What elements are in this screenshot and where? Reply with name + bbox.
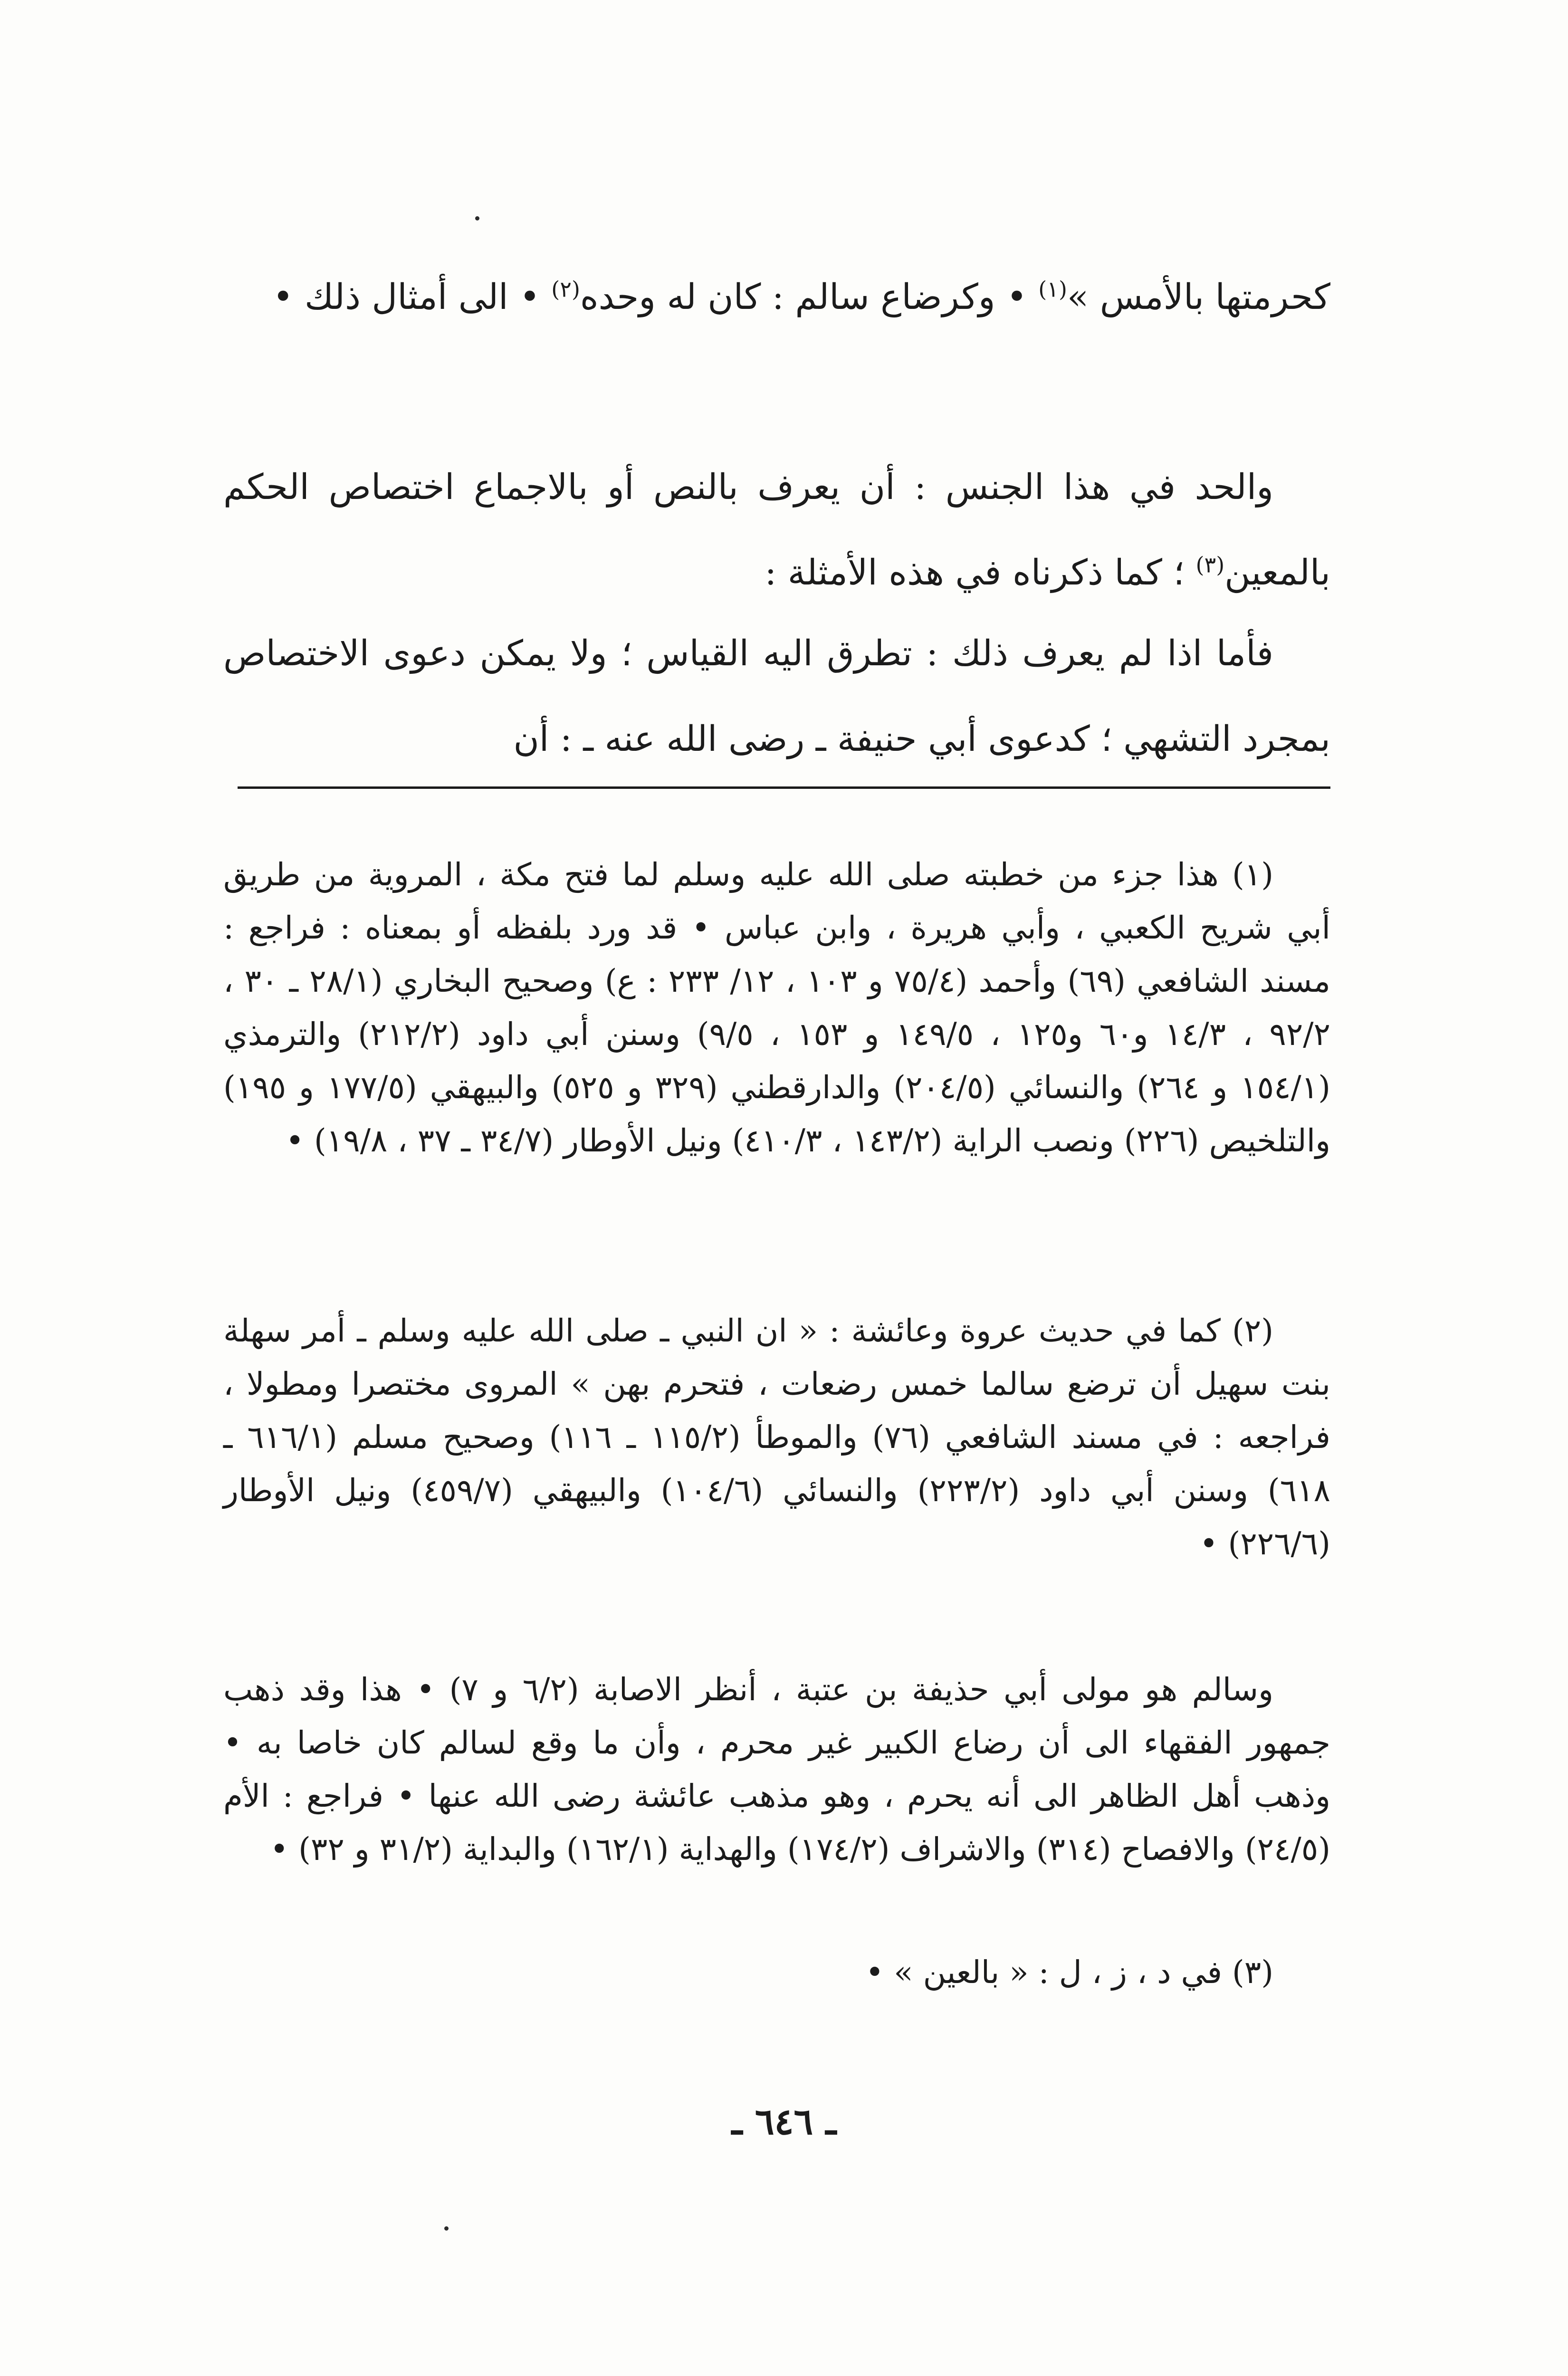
footnote-ref-2: (٢) bbox=[551, 276, 580, 302]
paragraph-text bbox=[223, 444, 1330, 615]
paragraph-1-part-b: • وكرضاع سالم : كان له وحده bbox=[580, 277, 1039, 317]
paragraph-1-part-c: • الى أمثال ذلك • bbox=[272, 277, 552, 317]
footnote-divider bbox=[238, 786, 1330, 789]
paragraph-2-part-b: ؛ كما ذكرناه في هذه الأمثلة : bbox=[765, 552, 1196, 593]
footnote-3 bbox=[223, 1946, 1330, 1999]
footnote-ref-3: (٣) bbox=[1195, 552, 1225, 578]
paragraph-2-part-a: والحد في هذا الجنس : أن يعرف بالنص أو بالاجماع اختصاص الحكم بالمعين bbox=[223, 467, 1330, 593]
ink-speck-top bbox=[475, 216, 479, 220]
footnote-3-text: (٣) في د ، ز ، ل : « بالعين » • bbox=[865, 1954, 1273, 1991]
paragraph-1-part-a: كحرمتها بالأمس » bbox=[1067, 277, 1330, 317]
footnote-1-text: (١) هذا جزء من خطبته صلى الله عليه وسلم لما فتح مكة ، المروية من طريق أبي شريح الكعبي ، وأبي هريرة ، وابن عباس • قد ورد بلفظه أو بمعناه : فراجع : مسند الشافعي (٦٩) وأحمد (٧٥/٤ و ١٠٣ ، ١٢/ ٢٣٣ : ع) وصحيح البخاري (٢٨/١ ـ ٣٠ ، ٩٢/٢ ، ١٤/٣ و٦٠ و١٢٥ ، ١٤٩/٥ و ١٥٣ ، ٩/٥) وسنن أبي داود (٢١٢/٢) والترمذي (١٥٤/١ و ٢٦٤) والنسائي (٢٠٤/٥) والدارقطني (٣٢٩ و ٥٢٥) والبيهقي (١٧٧/٥ و ١٩٥) والتلخيص (٢٢٦) ونصب الراية (١٤٣/٢ ، ٤١٠/٣) ونيل الأوطار (٣٤/٧ ـ ٣٧ ، ١٩/٨) • bbox=[223, 856, 1331, 1159]
page-number: ـ ٦٤٦ ـ bbox=[732, 2100, 836, 2143]
main-paragraph-3 bbox=[223, 611, 1330, 782]
paragraph-text bbox=[223, 254, 1330, 340]
footnote-1 bbox=[223, 848, 1330, 1168]
main-paragraph-1 bbox=[223, 254, 1330, 340]
footnote-2 bbox=[223, 1304, 1330, 1571]
footnote-ref-1: (١) bbox=[1038, 276, 1067, 302]
ink-speck-bottom bbox=[444, 2226, 449, 2231]
footnote-2-continuation bbox=[223, 1663, 1330, 1876]
footnote-2-text: (٢) كما في حديث عروة وعائشة : « ان النبي ـ صلى الله عليه وسلم ـ أمر سهلة بنت سهيل أن ترضع سالما خمس رضعات ، فتحرم بهن » المروى مختصرا ومطولا ، فراجعه : في مسند الشافعي (٧٦) والموطأ (١١٥/٢ ـ ١١٦) وصحيح مسلم (٦١٦/١ ـ ٦١٨) وسنن أبي داود (٢٢٣/٢) والنسائي (١٠٤/٦) والبيهقي (٤٥٩/٧) ونيل الأوطار (٢٢٦/٦) • bbox=[223, 1313, 1330, 1562]
main-paragraph-2 bbox=[223, 444, 1330, 615]
footnote-2-continuation-text: وسالم هو مولى أبي حذيفة بن عتبة ، أنظر الاصابة (٦/٢ و ٧) • هذا وقد ذهب جمهور الفقهاء الى أن رضاع الكبير غير محرم ، وأن ما وقع لسالم كان خاصا به • وذهب أهل الظاهر الى أنه يحرم ، وهو مذهب عائشة رضى الله عنها • فراجع : الأم (٢٤/٥) والافصاح (٣١٤) والاشراف (١٧٤/٢) والهداية (١٦٢/١) والبداية (٣١/٢ و ٣٢) • bbox=[223, 1671, 1330, 1868]
paragraph-3-text: فأما اذا لم يعرف ذلك : تطرق اليه القياس ؛ ولا يمكن دعوى الاختصاص بمجرد التشهي ؛ كدعوى أبي حنيفة ـ رضى الله عنه ـ : أن bbox=[223, 633, 1330, 759]
